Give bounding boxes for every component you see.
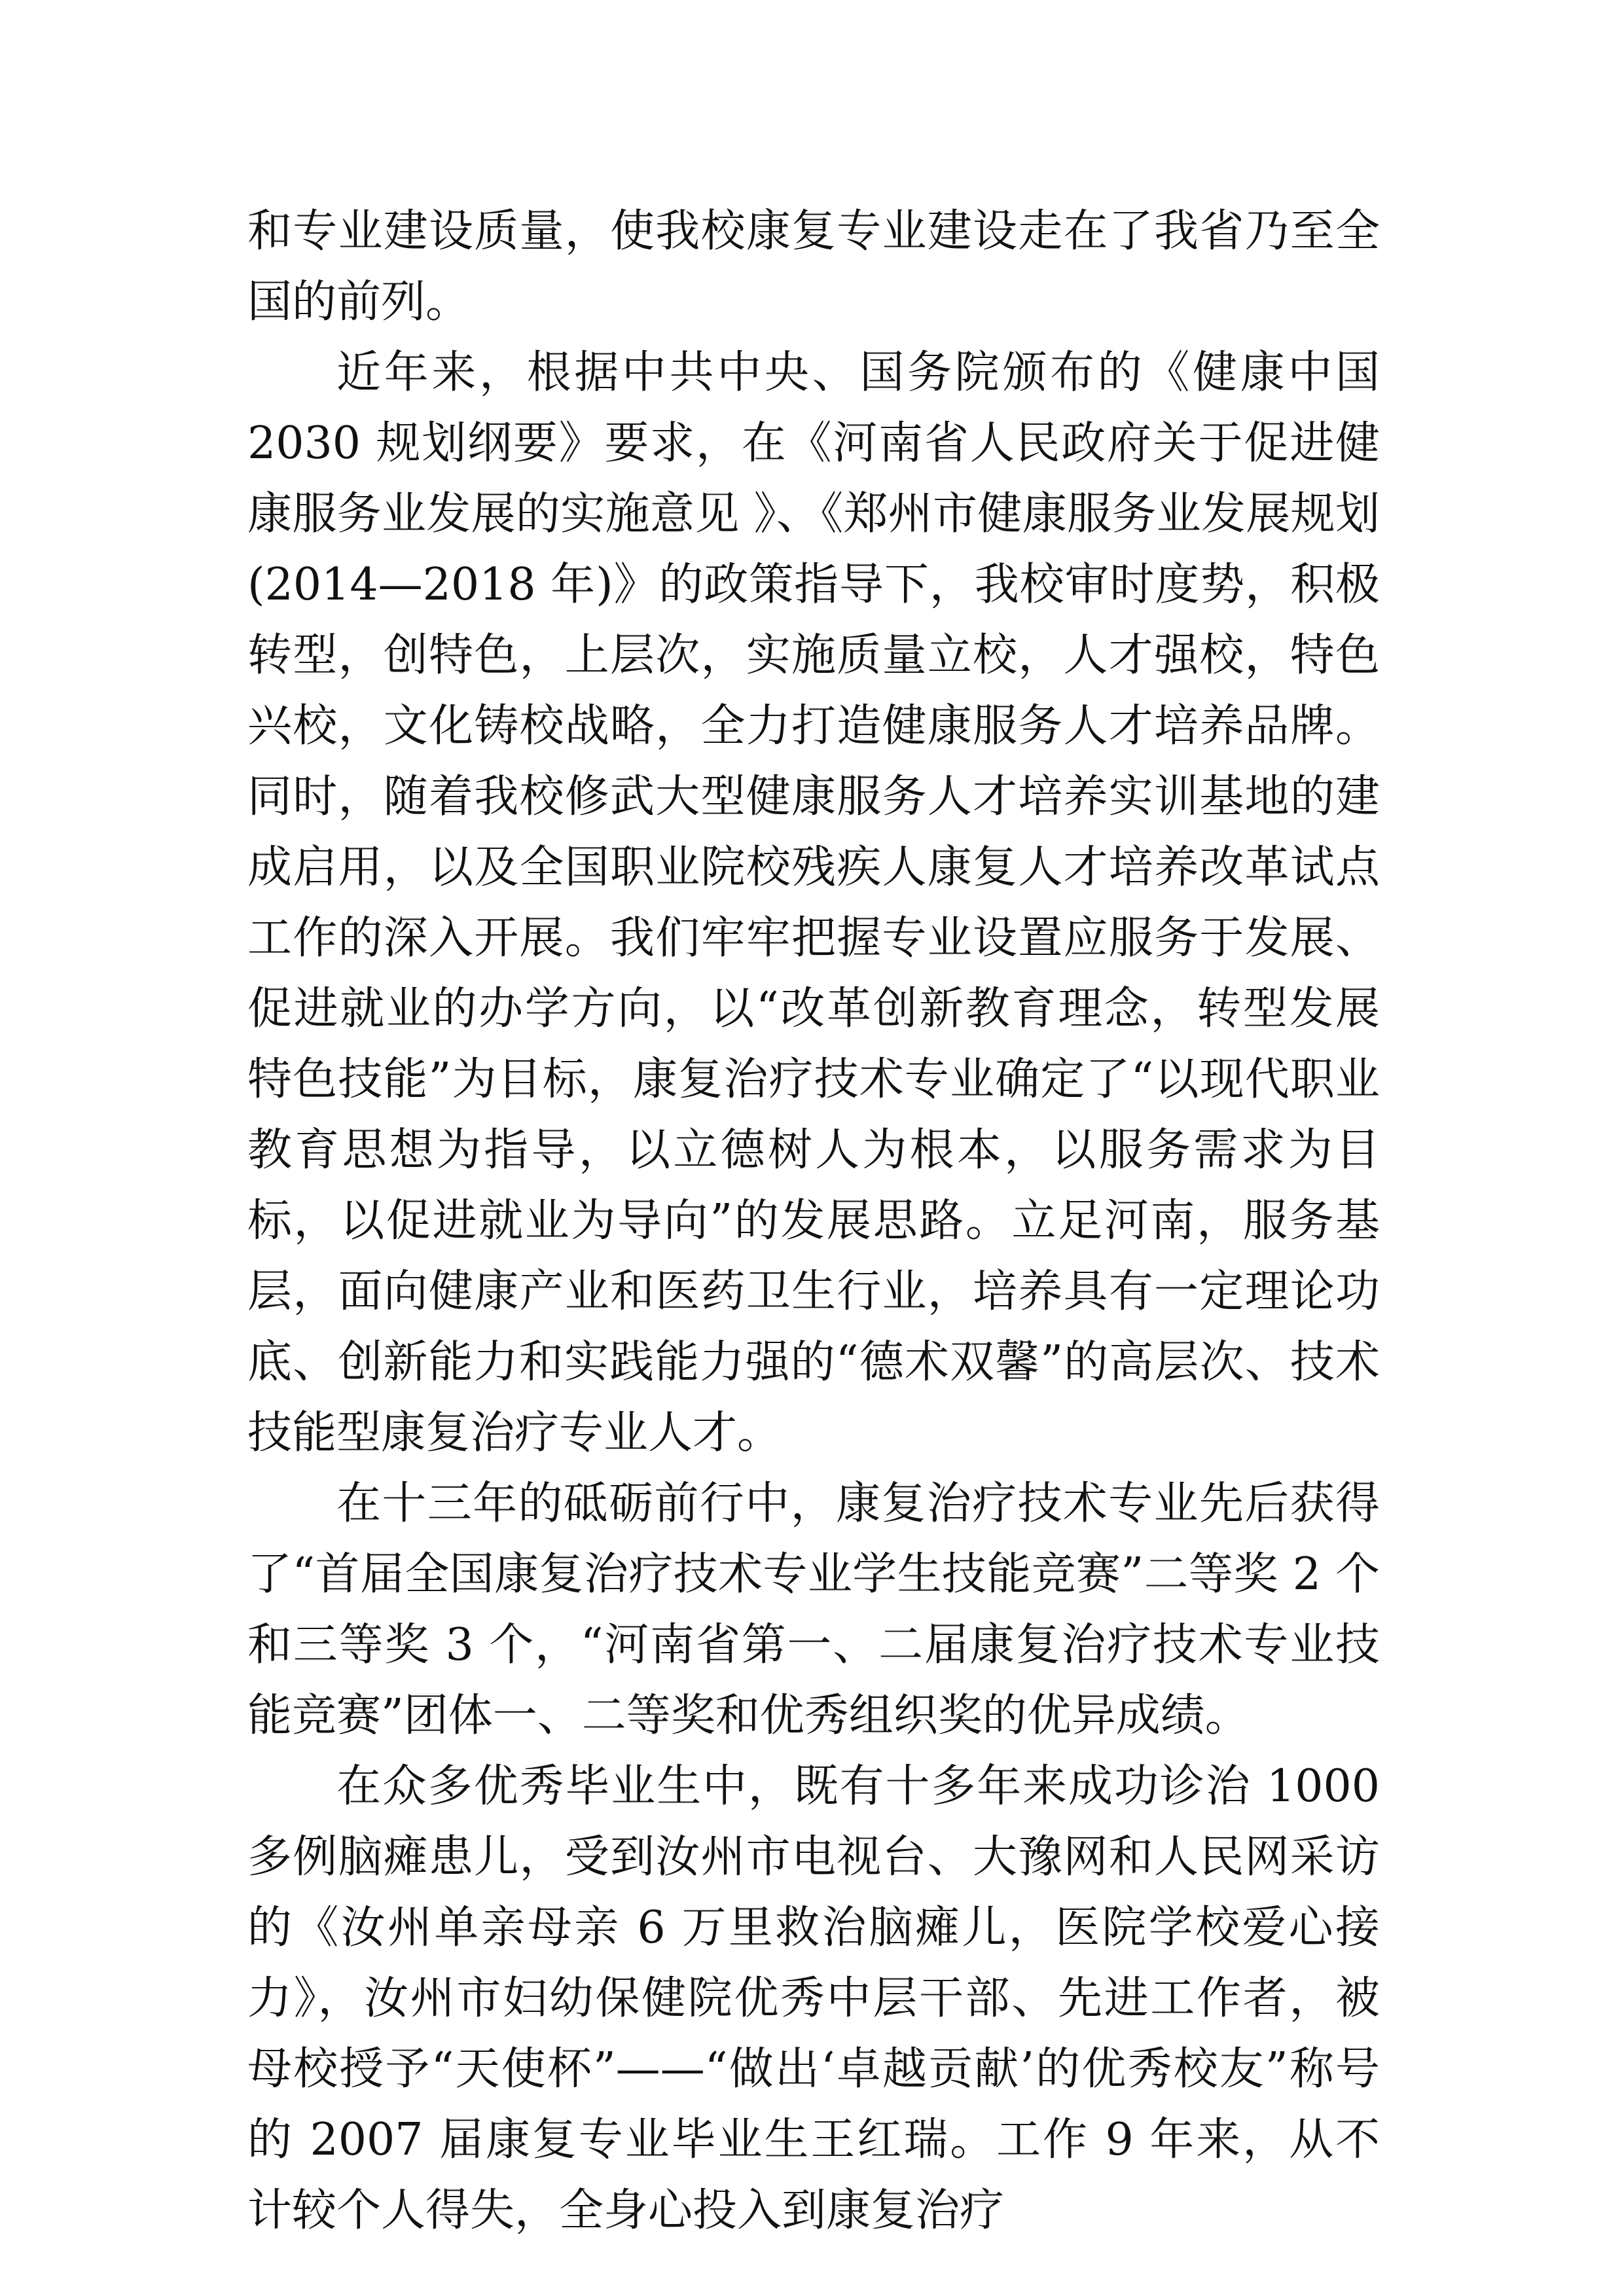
body-text (247, 196, 1380, 2246)
paragraph-1: 和专业建设质量，使我校康复专业建设走在了我省乃至全国的前列。 (247, 206, 1380, 328)
paragraph-3: 在十三年的砥砺前行中，康复治疗技术专业先后获得了“首届全国康复治疗技术专业学生技能竞赛”二等奖 2 个和三等奖 3 个，“河南省第一、二届康复治疗技术专业技能竞赛”团体一、二等奖和优秀组织奖的优异成绩。 (247, 1478, 1380, 1742)
paragraph-4: 在众多优秀毕业生中，既有十多年来成功诊治 1000 多例脑瘫患儿，受到汝州市电视台、大豫网和人民网采访的《汝州单亲母亲 6 万里救治脑瘫儿，医院学校爱心接力》，汝州市妇幼保健院优秀中层干部、先进工作者，被母校授予“天使杯”——“做出‘卓越贡献’的优秀校友”称号的 2007 届康复专业毕业生王红瑞。工作 9 年来，从不计较个人得失，全身心投入到康复治疗 (247, 1761, 1380, 2236)
paragraph-2: 近年来，根据中共中央、国务院颁布的《健康中国 2030 规划纲要》要求，在《河南省人民政府关于促进健康服务业发展的实施意见 》、《郑州市健康服务业发展规划(2014—2018 年)》的政策指导下，我校审时度势，积极转型，创特色，上层次，实施质量立校，人才强校，特色兴校，文化铸校战略，全力打造健康服务人才培养品牌。同时，随着我校修武大型健康服务人才培养实训基地的建成启用，以及全国职业院校残疾人康复人才培养改革试点工作的深入开展。我们牢牢把握专业设置应服务于发展、促进就业的办学方向，以“改革创新教育理念，转型发展特色技能”为目标，康复治疗技术专业确定了“以现代职业教育思想为指导，以立德树人为根本，以服务需求为目标，以促进就业为导向”的发展思路。立足河南，服务基层，面向健康产业和医药卫生行业，培养具有一定理论功底、创新能力和实践能力强的“德术双馨”的高层次、技术技能型康复治疗专业人才。 (247, 347, 1380, 1459)
